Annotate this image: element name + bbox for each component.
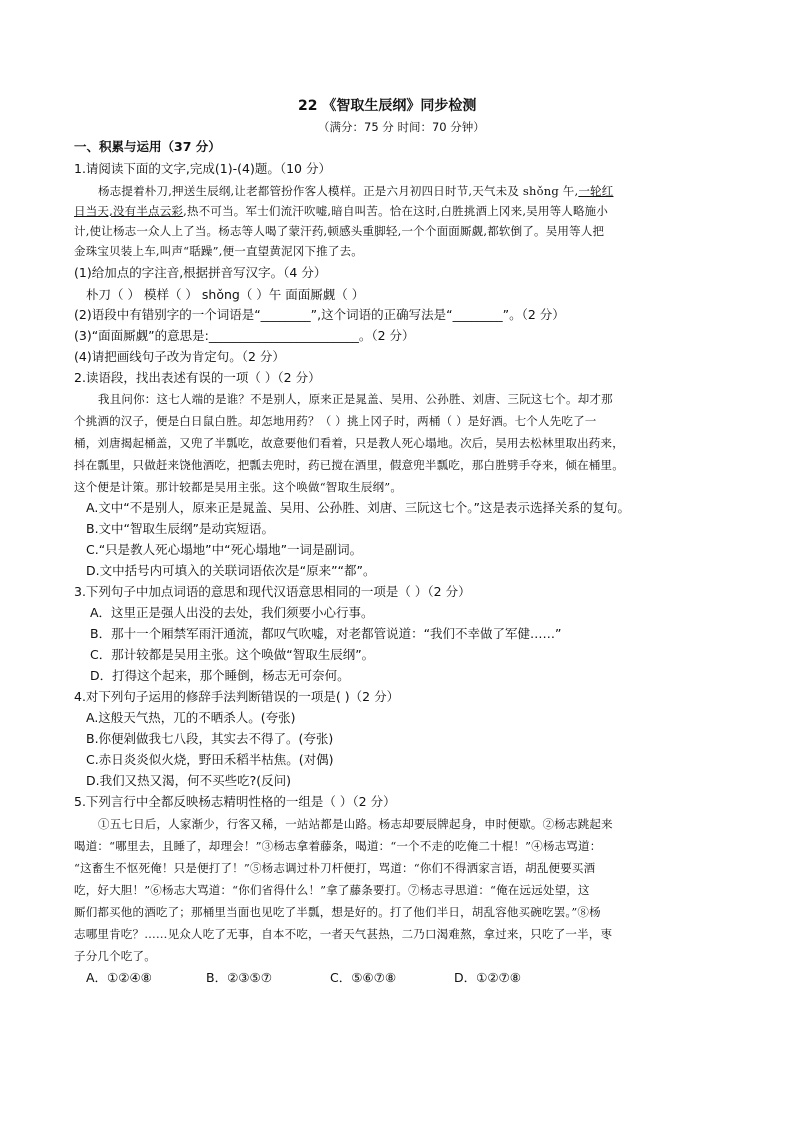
q1-sub-question: (1)给加点的字注音,根据拼音写汉字。（4 分） xyxy=(74,265,327,280)
q3-option: C．那计较都是吴用主张。这个唤做“智取生辰纲”。 xyxy=(90,647,375,662)
q5-passage-line: 子分几个吃了。 xyxy=(74,949,156,963)
question-5-stem: 5.下列言行中全都反映杨志精明性格的一组是（ ）（2 分） xyxy=(74,794,396,809)
q3-option: D．打得这个起来，那个睡倒，杨志无可奈何。 xyxy=(90,668,350,683)
q2-passage-line: 桶，刘唐揭起桶盖，又兜了半瓢吃，故意要他们看着，只是教人死心塌地。次后，吴用去松林里取出药来， xyxy=(74,436,624,450)
q5-passage-line: 吃，好大胆！”⑥杨志大骂道：“你们省得什么！”拿了藤条要打。⑦杨志寻思道：“俺在远远处望，这 xyxy=(74,883,590,897)
q5-passage-line: ①五七日后，人家渐少，行客又稀，一站站都是山路。杨志却要辰牌起身，申时便歇。②杨志跳起来 xyxy=(98,817,613,831)
underlined-sentence: 日当天,没有半点云彩 xyxy=(74,204,184,218)
question-2-stem: 2.读语段，找出表述有误的一项（ ）（2 分） xyxy=(74,370,321,385)
q1-sub-question: (4)请把画线句子改为肯定句。（2 分） xyxy=(74,349,285,364)
q2-passage-line: 这个便是计策。那计较都是吴用主张。这个唤做“智取生辰纲”。 xyxy=(74,480,403,494)
q2-option: D.文中括号内可填入的关联词语依次是“原来”“都”。 xyxy=(86,563,376,578)
q4-option: C.赤日炎炎似火烧，野田禾稻半枯焦。(对偶) xyxy=(86,752,334,767)
q1-sub-question: (3)“面面厮觑”的意思是:________________________。（2 分） xyxy=(74,328,415,343)
question-3-stem: 3.下列句子中加点词语的意思和现代汉语意思相同的一项是（ ）（2 分） xyxy=(74,584,471,599)
q2-passage-line: 抖在瓢里，只做赶来饶他酒吃，把瓢去兜时，药已搅在酒里，假意兜半瓢吃，那白胜劈手夺来，倾在桶里。 xyxy=(74,458,624,472)
q4-option: D.我们又热又渴，何不买些吃?(反问) xyxy=(86,773,291,788)
q2-passage-line: 我且问你：这七人端的是谁？不是别人，原来正是晁盖、吴用、公孙胜、刘唐、三阮这七个。却才那 xyxy=(98,392,613,406)
question-4-stem: 4.对下列句子运用的修辞手法判断错误的一项是( )（2 分） xyxy=(74,689,400,704)
q1-passage-line: 杨志提着朴刀,押送生辰纲,让老都管扮作客人模样。正是六月初四日时节,天气未及 shǒng 午,一轮红 xyxy=(98,184,614,198)
q5-option-b: B．②③⑤⑦ xyxy=(206,970,272,985)
q5-passage-line: 喝道：“哪里去，且睡了，却理会！”③杨志拿着藤条，喝道：“一个不走的吃俺二十棍！”④杨志骂道： xyxy=(74,839,602,853)
q1-passage-line: 日当天,没有半点云彩,热不可当。军士们流汗吹嘘,暗自叫苦。恰在这时,白胜挑酒上冈来,吴用等人略施小 xyxy=(74,204,609,218)
q5-option-c: C．⑤⑥⑦⑧ xyxy=(330,970,397,985)
q1-passage-line: 金珠宝贝装上车,叫声“聒躁”,便一直望黄泥冈下推了去。 xyxy=(74,244,363,258)
page-subtitle: （满分：75 分 时间：70 分钟） xyxy=(318,120,485,134)
question-1-stem: 1.请阅读下面的文字,完成(1)-(4)题。（10 分） xyxy=(74,161,331,176)
q5-passage-line: “这畜生不怄死俺！只是便打了！”⑤杨志调过朴刀杆便打，骂道：“你们不得洒家言语，胡乱便要买酒 xyxy=(74,861,596,875)
q3-option: B．那十一个厢禁军雨汗通流，都叹气吹嘘，对老都管说道：“我们不幸做了军健……” xyxy=(90,626,562,641)
q5-option-a: A．①②④⑧ xyxy=(86,970,152,985)
section-heading: 一、积累与运用（37 分） xyxy=(74,139,221,154)
q5-passage-line: 志哪里肯吃？……见众人吃了无事，自本不吃，一者天气甚热，二乃口渴难熬，拿过来，只吃了一半，枣 xyxy=(74,927,613,941)
q2-passage-line: 个挑酒的汉子，便是白日鼠白胜。却怎地用药？（ ）挑上冈子时，两桶（ ）是好酒。七个人先吃了一 xyxy=(74,414,597,428)
underlined-sentence: 一轮红 xyxy=(578,184,614,198)
q3-option: A．这里正是强人出没的去处，我们须要小心行事。 xyxy=(90,605,374,620)
q2-option: A.文中“不是别人，原来正是晁盖、吴用、公孙胜、刘唐、三阮这七个。”这是表示选择关系的复句。 xyxy=(86,500,631,515)
q1-sub-question: (2)语段中有错别字的一个词语是“________”,这个词语的正确写法是“________”。（2 分） xyxy=(74,307,565,322)
q2-option: C.“只是教人死心塌地”中“死心塌地”一词是副词。 xyxy=(86,542,363,557)
q5-option-d: D．①②⑦⑧ xyxy=(454,970,521,985)
q2-option: B.文中“智取生辰纲”是动宾短语。 xyxy=(86,521,275,536)
q5-passage-line: 厮们都买他的酒吃了；那桶里当面也见吃了半瓢，想是好的。打了他们半日，胡乱容他买碗吃罢。”⑧杨 xyxy=(74,905,601,919)
q4-option: A.这般天气热，兀的不晒杀人。(夸张) xyxy=(86,710,296,725)
q1-passage-line: 计,使让杨志一众人上了当。杨志等人喝了蒙汗药,顿感头重脚轻,一个个面面厮觑,都软倒了。吴用等人把 xyxy=(74,224,605,238)
q4-option: B.你便剁做我七八段，其实去不得了。(夸张) xyxy=(86,731,334,746)
page-title: 22 《智取生辰纲》同步检测 xyxy=(298,98,477,114)
q1-pinyin-blanks: 朴刀（ ） 模样（ ） shǒng（ ）午 面面厮觑（ ） xyxy=(86,287,365,302)
